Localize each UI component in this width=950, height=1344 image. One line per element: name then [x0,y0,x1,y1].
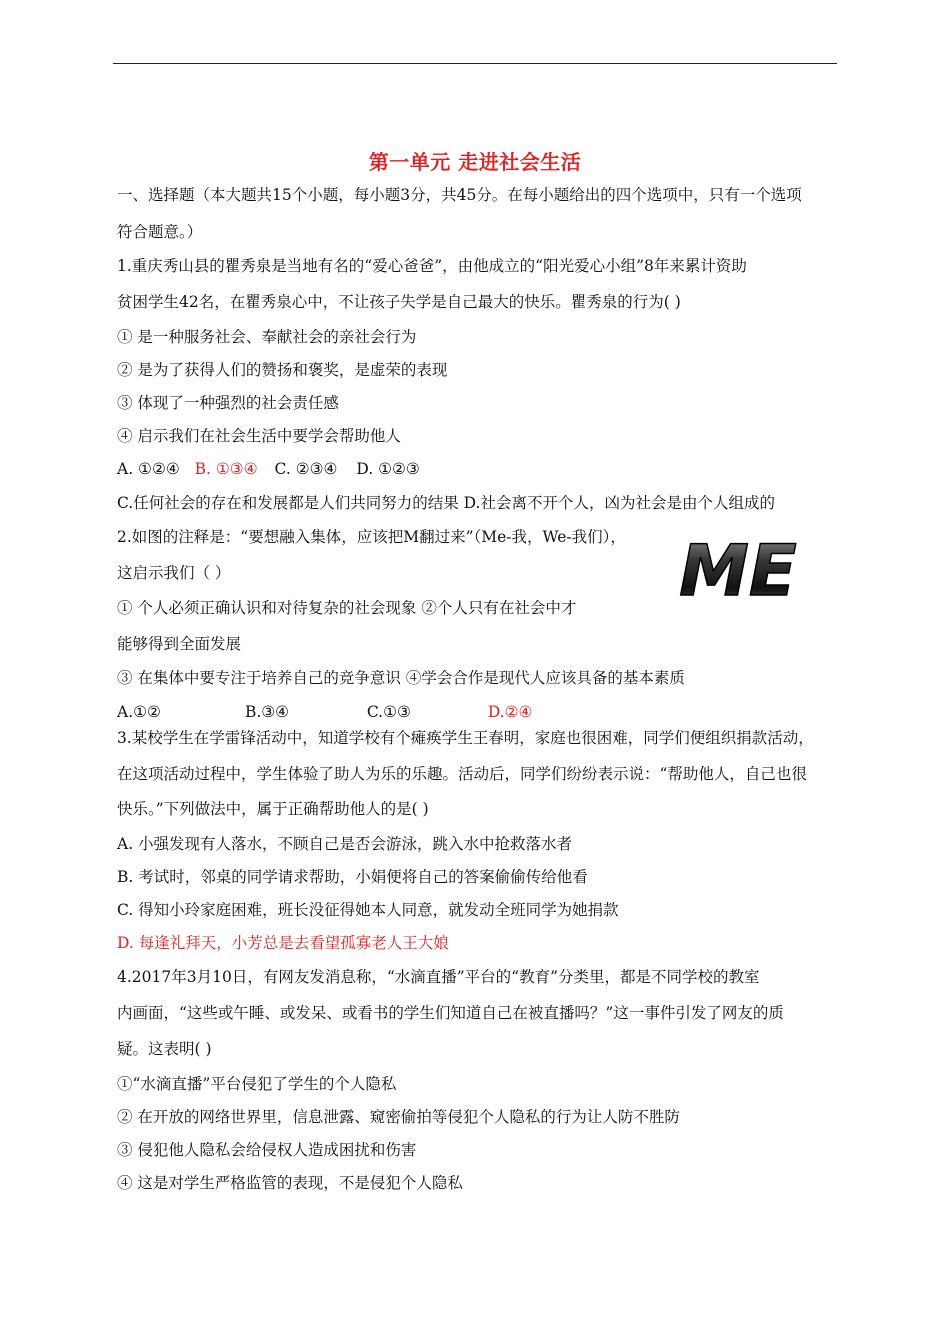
q2-stem-line2: 这启示我们（ ） [117,564,231,582]
q1-option-b-answer: B. ①③④ [194,460,258,478]
q2-option-c: C.①③ [366,703,411,721]
q3-stem-line1: 3.某校学生在学雷锋活动中，知道学校有个瘫痪学生王春明，家庭也很困难，同学们便组织捐款活动， [117,729,814,747]
q4-stem-line1: 4.2017年3月10日，有网友发消息称，“水滴直播”平台的“教育”分类里，都是不同学校的教室 [117,968,760,986]
q2-statement-1-2: ① 个人必须正确认识和对待复杂的社会现象 ②个人只有在社会中才 [117,599,577,617]
q2-options [117,701,532,723]
q1-options [117,458,420,480]
q2-option-d-answer: D.②④ [487,703,533,721]
q1-extra-options: C.任何社会的存在和发展都是人们共同努力的结果 D.社会离不开个人，凶为社会是由个人组成的 [117,494,775,512]
q4-statement-4: ④ 这是对学生严格监管的表现，不是侵犯个人隐私 [117,1174,463,1192]
q4-statement-3: ③ 侵犯他人隐私会给侵权人造成困扰和伤害 [117,1141,417,1159]
q1-stem-line2: 贫困学生42名，在瞿秀泉心中，不让孩子失学是自己最大的快乐。瞿秀泉的行为( ) [117,293,681,311]
section-instructions-line2: 符合题意。） [117,223,203,241]
q1-option-d: D. ①②③ [356,460,420,478]
me-image [658,535,818,605]
q1-stem-line1: 1.重庆秀山县的瞿秀泉是当地有名的“爱心爸爸”，由他成立的“阳光爱心小组”8年来累计资助 [117,257,747,275]
q2-option-a: A.①② [117,703,161,721]
q4-stem-line2: 内画面，“这些或午睡、或发呆、或看书的学生们知道自己在被直播吗？”这一事件引发了网友的质 [117,1004,784,1022]
q3-option-c: C. 得知小玲家庭困难，班长没征得她本人同意，就发动全班同学为她捐款 [117,901,619,919]
q1-option-c: C. ②③④ [274,460,338,478]
q3-option-a: A. 小强发现有人落水，不顾自己是否会游泳，跳入水中抢救落水者 [117,835,573,853]
q3-stem-line2: 在这项活动过程中，学生体验了助人为乐的乐趣。活动后，同学们纷纷表示说：“帮助他人，自己也很 [117,765,807,783]
header-rule [113,63,837,64]
q1-statement-4: ④ 启示我们在社会生活中要学会帮助他人 [117,427,401,445]
q4-stem-line3: 疑。这表明( ) [117,1040,212,1058]
q3-option-d-answer: D. 每逢礼拜天，小芳总是去看望孤寡老人王大娘 [117,934,449,952]
q3-stem-line3: 快乐。”下列做法中，属于正确帮助他人的是( ) [117,800,429,818]
q4-statement-1: ①“水滴直播”平台侵犯了学生的个人隐私 [117,1075,397,1093]
q2-statement-3-4: ③ 在集体中要专注于培养自己的竞争意识 ④学会合作是现代人应该具备的基本素质 [117,669,685,687]
q1-option-a: A. ①②④ [117,460,180,478]
q2-statement-2-cont: 能够得到全面发展 [117,635,242,653]
q1-statement-3: ③ 体现了一种强烈的社会责任感 [117,394,339,412]
q1-statement-2: ② 是为了获得人们的赞扬和褒奖，是虚荣的表现 [117,361,448,379]
page-title: 第一单元 走进社会生活 [368,150,582,174]
q2-stem-line1: 2.如图的注释是：“要想融入集体，应该把M翻过来”（Me-我，We-我们）， [117,528,626,546]
q2-option-b: B.③④ [244,703,290,721]
me-image-text: ME [679,535,797,605]
q4-statement-2: ② 在开放的网络世界里，信息泄露、窥密偷拍等侵犯个人隐私的行为让人防不胜防 [117,1108,680,1126]
section-instructions-line1: 一、选择题（本大题共15个小题，每小题3分，共45分。在每小题给出的四个选项中，只有一个选项 [117,186,802,204]
q3-option-b: B. 考试时，邻桌的同学请求帮助，小娟便将自己的答案偷偷传给他看 [117,868,588,886]
q1-statement-1: ① 是一种服务社会、奉献社会的亲社会行为 [117,328,417,346]
